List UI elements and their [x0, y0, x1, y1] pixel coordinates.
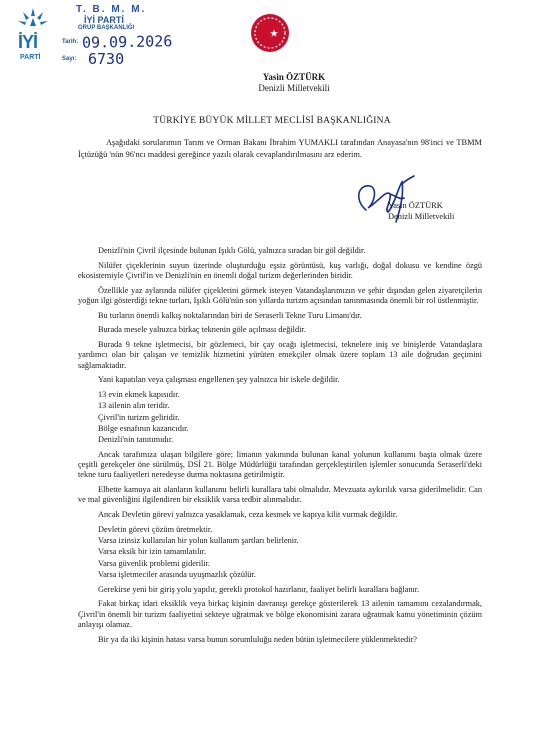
body-paragraph: Ancak tarafımıza ulaşan bilgilere göre; limanın yakınında bulunan kanal yolunun kullanımı başta olmak üzere çeşitli gerekçeler öne sürülmüş, DSİ 21. Bölge Müdürlüğü tarafından gerçekleştirilen işlemler sonucunda Seraserli'deki tekne turu faaliyetleri neredeyse durma noktasına getirilmiştir. — [78, 449, 482, 480]
tbmm-emblem-icon — [250, 13, 290, 53]
author-title: Denizli Milletvekili — [258, 83, 330, 93]
body-paragraph: Yani kapatılan veya çalışması engellenen şey yalnızca bir iskele değildir. — [98, 375, 340, 385]
stamp-line-2: İYİ PARTİ — [84, 15, 124, 25]
body-paragraph: Denizli'nin Çivril ilçesinde bulunan Işıklı Gölü, yalnızca sıradan bir göl değildir. — [98, 246, 366, 255]
body-paragraph: Varsa eksik bir izin tamamlatılır. — [98, 547, 207, 557]
document-heading: TÜRKİYE BÜYÜK MİLLET MECLİSİ BAŞKANLIĞINA — [153, 116, 391, 126]
body-paragraph: 13 evin ekmek kapısıdır. — [98, 390, 180, 399]
party-logo-wordmark: İYİ — [18, 32, 38, 52]
stamp-line-3: GRUP BAŞKANLIĞI — [78, 25, 135, 31]
body-paragraph: Bir ya da iki kişinin hatası varsa bunun sorumluluğu neden bütün işletmecilere yüklenmektedir? — [98, 634, 417, 644]
body-paragraph: Özellikle yaz aylarında nilüfer çiçeklerini görmek isteyen Vatandaşlarımızın ve şehir dışından gelen ziyaretçilerin yoğun ilgi gösterdiği tekne turları, Işıklı Gölü'nün son yıllarda turizm açısından tanınmasında önemli bir rol üstlenmiştir. — [78, 285, 482, 305]
question-body — [78, 246, 482, 649]
stamp-number-label: Sayı: — [62, 56, 77, 62]
body-paragraph: Fakat birkaç idari eksiklik veya birkaç kişinin davranışı gerekçe gösterilerek 13 ailenin tamamını cezalandırmak, Çivril'in önemli bir turizm faaliyetini sekteye uğratmak ve bölge ekonomisini zarara uğratmak kamu yönetiminin çözüm anlayışı olamaz. — [78, 599, 482, 629]
body-paragraph: Varsa işletmeciler arasında uyuşmazlık çözülür. — [98, 570, 256, 580]
body-paragraph: Ancak Devletin görevi yalnızca yasaklamak, ceza kesmek ve kapıya kilit vurmak değildir. — [98, 510, 398, 520]
body-paragraph: 13 ailenin alın teridir. — [98, 401, 170, 411]
body-paragraph: Elbette kamuya ait alanların kullanımı belirli kurallara tabi olmalıdır. Mevzuata aykırılık varsa giderilmelidir. Can ve mal güvenliğini ilgilendiren bir eksiklik varsa tedbir alınmalıdır. — [78, 485, 482, 505]
body-paragraph: Bu turların önemli kalkış noktalarından biri de Seraserli Tekne Turu Limanı'dır. — [98, 310, 362, 320]
stamp-number-value: 6730 — [88, 50, 125, 68]
stamp-date-value: 09.09.2026 — [81, 32, 173, 52]
body-paragraph: Burada 9 tekne işletmecisi, bir gözlemeci, bir çay ocağı işletmecisi, teknelere iniş ve binişlerde Vatandaşlara yardımcı olan bir çalışan ve temizlik hizmetini yürüten emekçiler olmak üzere toplam 13 aile doğrudan geçimini sağlamaktadır. — [78, 340, 482, 370]
body-paragraph: Burada mesele yalnızca birkaç teknenin göle açılması değildir. — [98, 325, 306, 335]
author-name: Yasin ÖZTÜRK — [262, 72, 326, 82]
body-paragraph: Devletin görevi çözüm üretmektir. — [98, 524, 213, 534]
signature-name: Yasin ÖZTÜRK — [388, 201, 443, 210]
party-logo — [14, 6, 52, 66]
body-paragraph: Varsa izinsiz kullanılan bir yolun kullanım şartları belirlenir. — [98, 536, 299, 546]
body-paragraph: Nilüfer çiçeklerinin suyun üzerinde oluşturduğu eşsiz görüntüsü, kuş varlığı, doğal dokusu ve kendine özgü ekosistemiyle Çivril'in ve Denizli'nin en önemli doğal turizm değerlerinden biridir. — [78, 260, 482, 280]
body-paragraph: Bölge esnafının kazancıdır. — [98, 423, 189, 433]
intro-paragraph: Aşağıdaki sorularımın Tarım ve Orman Bakanı İbrahim YUMAKLI tarafından Anayasa'nın 98'inci ve TBMM İçtüzüğü 'nün 96'ncı maddesi gereğince yazılı olarak cevaplandırılmasını arz ederim. — [78, 138, 482, 159]
body-paragraph: Denizli'nin tanıtımıdır. — [98, 435, 174, 445]
sun-rays-icon — [16, 6, 50, 32]
handwritten-signature — [344, 170, 424, 230]
stamp-date-label: Tarih: — [62, 39, 79, 45]
body-paragraph: Varsa güvenlik problemi giderilir. — [98, 558, 210, 568]
body-paragraph: Çivril'in turizm geliridir. — [98, 412, 180, 422]
stamp-line-1: T. B. M. M. — [76, 4, 147, 15]
body-paragraph: Gerekirse yeni bir giriş yolu yapılır, gerekli protokol hazırlanır, faaliyet belirli kurallara bağlanır. — [98, 584, 420, 594]
signature-title: Denizli Milletvekili — [388, 212, 455, 221]
party-logo-sub: PARTİ — [20, 54, 41, 61]
